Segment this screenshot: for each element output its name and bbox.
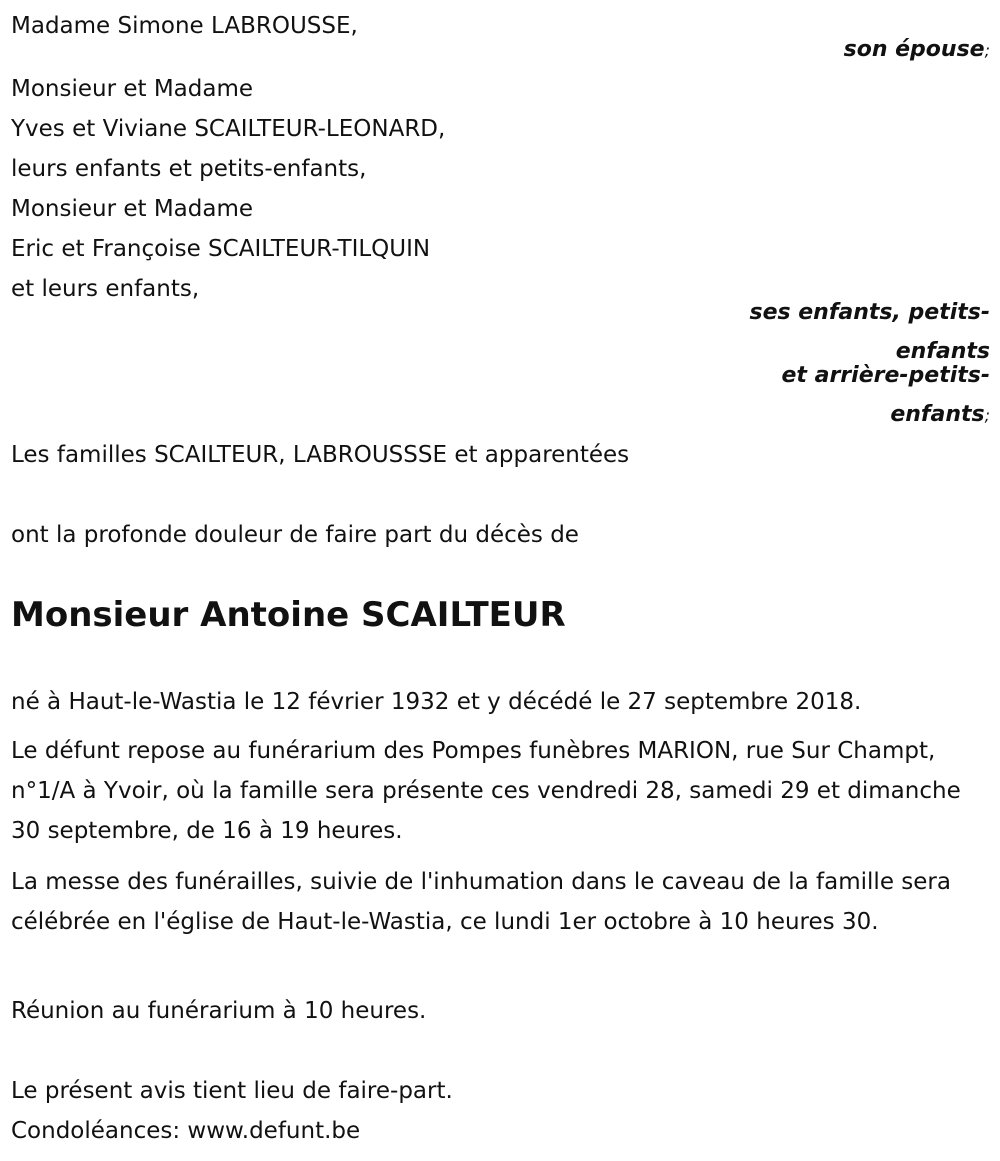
children-line-3: leurs enfants et petits-enfants, [11, 156, 367, 182]
children-role-line-4-text: enfants [890, 402, 985, 427]
children-line-2: Yves et Viviane SCAILTEUR-LEONARD, [11, 116, 446, 142]
spouse-role [844, 30, 990, 71]
birth-death-paragraph: né à Haut-le-Wastia le 12 février 1932 et y décédé le 27 septembre 2018. [11, 689, 862, 715]
deceased-name: Monsieur Antoine SCAILTEUR [11, 595, 566, 635]
notice-line: Le présent avis tient lieu de faire-part. [11, 1078, 453, 1104]
children-role-line-4 [890, 395, 990, 436]
spouse-line: Madame Simone LABROUSSE, [11, 13, 358, 39]
children-line-6: et leurs enfants, [11, 276, 200, 302]
children-line-4: Monsieur et Madame [11, 196, 254, 222]
condolences-line: Condoléances: www.defunt.be [11, 1118, 361, 1144]
children-role-punct: ; [984, 406, 990, 425]
children-role-line-2: enfants [895, 339, 990, 364]
children-role-line-3: et arrière-petits- [781, 363, 990, 388]
announcement-line: ont la profonde douleur de faire part du décès de [11, 522, 579, 548]
meeting-paragraph: Réunion au funérarium à 10 heures. [11, 998, 427, 1024]
children-role-line-1: ses enfants, petits- [749, 300, 990, 325]
spouse-role-text: son épouse [843, 37, 985, 62]
viewing-paragraph: Le défunt repose au funérarium des Pompes funèbres MARION, rue Sur Champt, n°1/A à Yvoir, où la famille sera présente ces vendredi 28, samedi 29 et dimanche 30 septembre, de 16 à 19 heures. [11, 738, 961, 844]
children-line-5: Eric et Françoise SCAILTEUR-TILQUIN [11, 236, 431, 262]
funeral-paragraph: La messe des funérailles, suivie de l'inhumation dans le caveau de la famille sera célébrée en l'église de Haut-le-Wastia, ce lundi 1er octobre à 10 heures 30. [11, 869, 951, 935]
relatives-line: Les familles SCAILTEUR, LABROUSSSE et apparentées [11, 442, 630, 468]
children-line-1: Monsieur et Madame [11, 76, 254, 102]
spouse-role-punct: ; [984, 41, 990, 60]
